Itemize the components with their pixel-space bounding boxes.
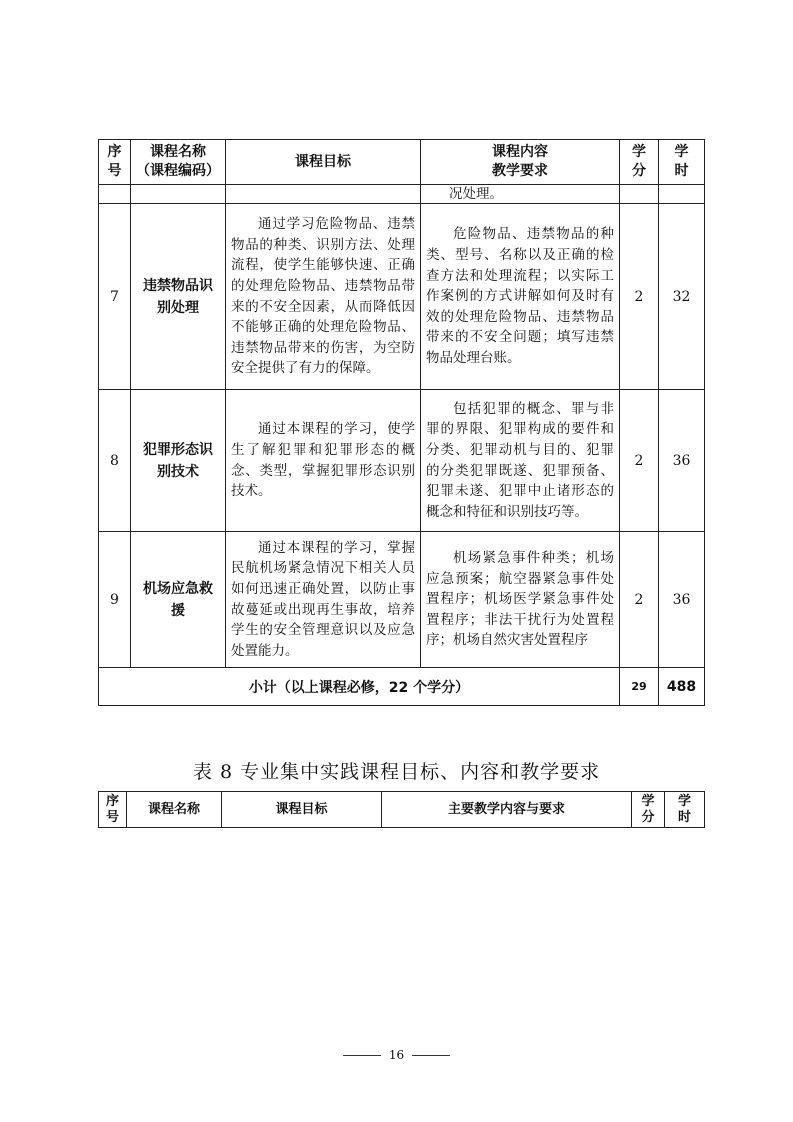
course-content: 包括犯罪的概念、罪与非罪的界限、犯罪构成的要件和分类、犯罪动机与目的、犯罪的分类犯罪既遂、犯罪预备、犯罪未遂、犯罪中止诸形态的概念和特征和识别技巧等。	[421, 390, 620, 532]
course-hours: 32	[659, 204, 705, 390]
course-table	[98, 139, 705, 706]
header-main-content: 主要教学内容与要求	[382, 792, 632, 828]
header-hours: 学 时	[665, 792, 705, 828]
course-credit: 2	[620, 532, 659, 668]
course-name: 犯罪形态识别技术	[131, 390, 226, 532]
header-course-goal: 课程目标	[222, 792, 382, 828]
course-goal: 通过本课程的学习，掌握民航机场紧急情况下相关人员如何迅速正确处置，以防止事故蔓延或出现再生事故，培养学生的安全管理意识以及应急处置能力。	[226, 532, 421, 668]
header-course-name: 课程名称 （课程编码）	[131, 140, 226, 185]
header-credit: 学 分	[620, 140, 659, 185]
course-content: 危险物品、违禁物品的种类、型号、名称以及正确的检查方法和处理流程；以实际工作案例的方式讲解如何及时有效的处理危险物品、违禁物品带来的不安全问题；填写违禁物品处理台账。	[421, 204, 620, 390]
continuation-row	[99, 185, 705, 204]
subtotal-credit: 29	[620, 668, 659, 706]
subtotal-hours: 488	[659, 668, 705, 706]
course-hours: 36	[659, 532, 705, 668]
table-row	[99, 204, 705, 390]
row-number: 9	[99, 532, 131, 668]
header-course-goal: 课程目标	[226, 140, 421, 185]
course-credit: 2	[620, 204, 659, 390]
course-content: 机场紧急事件种类；机场应急预案；航空器紧急事件处置程序；机场医学紧急事件处置程序；非法干扰行为处置程序；机场自然灾害处置程序	[421, 532, 620, 668]
header-course-content: 课程内容 教学要求	[421, 140, 620, 185]
header-course-name: 课程名称	[127, 792, 222, 828]
header-seq: 序 号	[99, 140, 131, 185]
course-goal: 通过学习危险物品、违禁物品的种类、识别方法、处理流程，使学生能够快速、正确的处理危险物品、违禁物品带来的不安全因素，从而降低因不能够正确的处理危险物品、违禁物品带来的伤害，为空防安全提供了有力的保障。	[226, 204, 421, 390]
course-name: 机场应急救援	[131, 532, 226, 668]
row-number: 7	[99, 204, 131, 390]
table-row	[99, 532, 705, 668]
subtotal-label: 小计（以上课程必修，22 个学分）	[99, 668, 620, 706]
continuation-text: 况处理。	[421, 185, 620, 204]
course-name: 违禁物品识别处理	[131, 204, 226, 390]
course-hours: 36	[659, 390, 705, 532]
header-row	[99, 140, 705, 185]
course-credit: 2	[620, 390, 659, 532]
header-row	[99, 792, 705, 828]
course-goal: 通过本课程的学习，使学生了解犯罪和犯罪形态的概念、类型，掌握犯罪形态识别技术。	[226, 390, 421, 532]
row-number: 8	[99, 390, 131, 532]
table-row	[99, 390, 705, 532]
page-number: 16	[0, 1048, 793, 1062]
header-credit: 学 分	[632, 792, 665, 828]
table-caption: 表 8 专业集中实践课程目标、内容和教学要求	[192, 761, 601, 783]
dash-right	[412, 1055, 450, 1056]
subtotal-row	[99, 668, 705, 706]
header-seq: 序 号	[99, 792, 127, 828]
dash-left	[343, 1055, 381, 1056]
practice-course-table	[98, 791, 705, 828]
header-hours: 学 时	[659, 140, 705, 185]
